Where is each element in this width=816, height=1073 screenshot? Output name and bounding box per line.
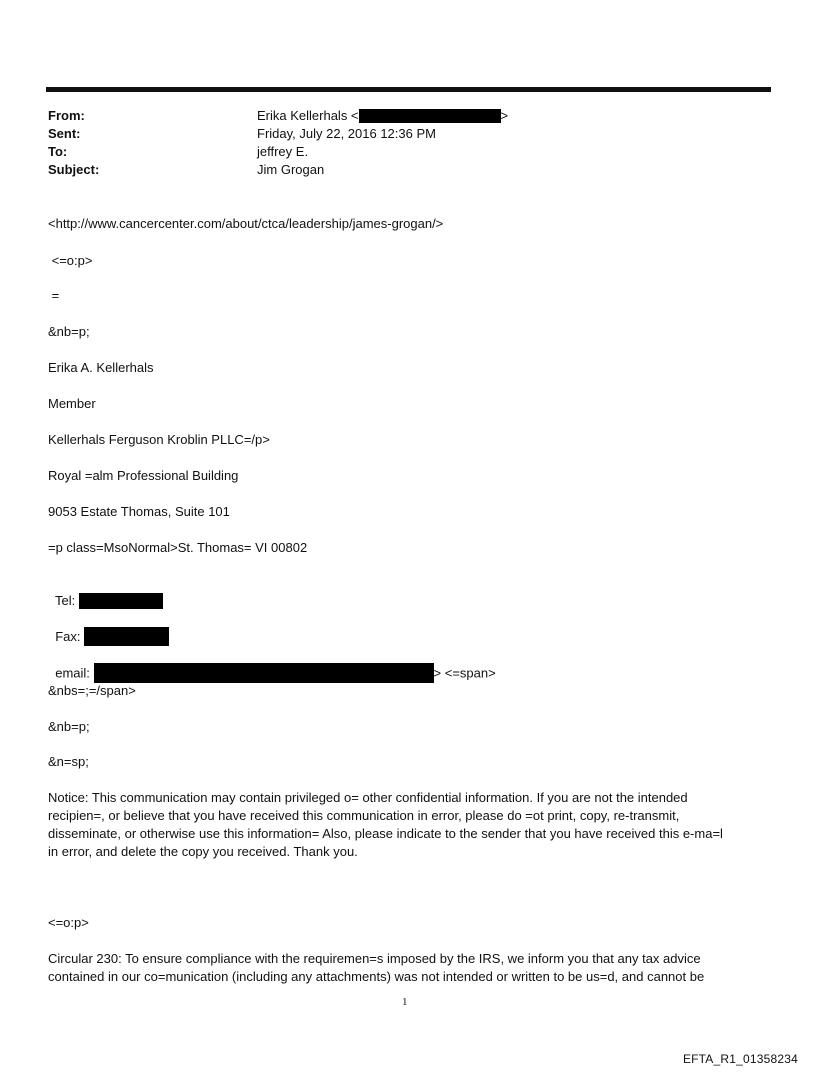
from-label: From: [48, 108, 85, 123]
notice-line: in error, and delete the copy you received. Thank you. [48, 844, 358, 859]
to-label: To: [48, 144, 68, 159]
from-name: Erika Kellerhals < [257, 108, 359, 123]
body-line-nbs: &nbs=;=/span> [48, 683, 136, 698]
subject-label: Subject: [48, 162, 100, 177]
body-line-nbp: &nb=p; [48, 324, 90, 339]
body-line-op: <=o:p> [48, 253, 93, 268]
fax-label: Fax: [55, 629, 85, 644]
redacted-phone [79, 593, 163, 609]
signature-title: Member [48, 396, 96, 411]
signature-building: Royal =alm Professional Building [48, 468, 239, 483]
circular-line: contained in our co=munication (including any attachments) was not intended or written to be us=d, and cannot be [48, 969, 705, 984]
circular-line: Circular 230: To ensure compliance with the requiremen=s imposed by the IRS, we inform you that any tax advice [48, 951, 701, 966]
to-value: jeffrey E. [257, 144, 309, 159]
redacted-fax [84, 627, 169, 646]
redacted-email [359, 109, 501, 123]
from-close: > [500, 108, 509, 123]
body-line-eq: = [48, 288, 60, 303]
notice-paragraph [48, 789, 764, 861]
from-value [257, 107, 508, 125]
signature-firm: Kellerhals Ferguson Kroblin PLLC=/p> [48, 432, 270, 447]
tel-label: Tel: [55, 593, 79, 608]
circular-paragraph [48, 950, 764, 986]
signature-city: =p class=MsoNormal>St. Thomas= VI 00802 [48, 540, 308, 555]
notice-line: recipien=, or believe that you have received this communication in error, please do =ot print, copy, re-transmit, [48, 808, 680, 823]
page-number: 1 [402, 996, 408, 1008]
header-rule [46, 87, 771, 92]
email-line [48, 646, 496, 684]
notice-line: disseminate, or otherwise use this information= Also, please indicate to the sender that you have received this e-ma=l [48, 826, 723, 841]
email-label: email: [55, 665, 94, 681]
body-line-nbp-2: &nb=p; [48, 719, 90, 734]
subject-value: Jim Grogan [257, 162, 325, 177]
bates-number: EFTA_R1_01358234 [682, 1052, 798, 1066]
body-line-op-2: <=o:p> [48, 915, 89, 930]
email-tail: > <=span> [433, 665, 496, 681]
fax-line [48, 610, 169, 647]
tel-line [48, 574, 163, 610]
signature-address: 9053 Estate Thomas, Suite 101 [48, 504, 230, 519]
signature-name: Erika A. Kellerhals [48, 360, 154, 375]
sent-value: Friday, July 22, 2016 12:36 PM [257, 126, 436, 141]
redacted-email-address [94, 663, 434, 683]
notice-line: Notice: This communication may contain privileged o= other confidential information. If you are not the intended [48, 790, 688, 805]
sent-label: Sent: [48, 126, 81, 141]
body-link: <http://www.cancercenter.com/about/ctca/leadership/james-grogan/> [48, 216, 444, 231]
body-line-nsp: &n=sp; [48, 754, 89, 769]
